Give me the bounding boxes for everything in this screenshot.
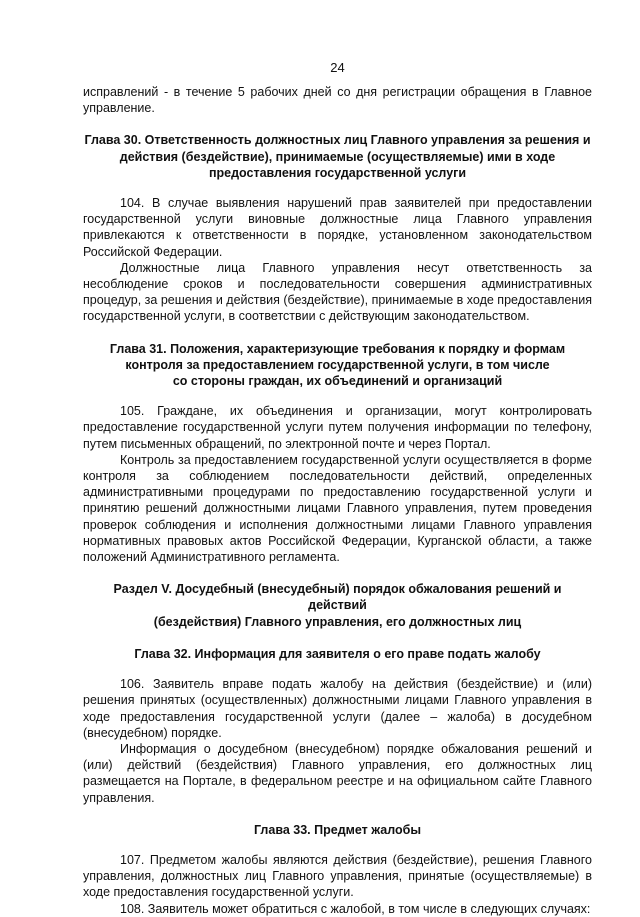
heading-line: со стороны граждан, их объединений и организаций <box>172 374 503 389</box>
paragraph-104-cont: Должностные лица Главного управления несут ответственность за несоблюдение сроков и последовательности совершения административных процедур, за решения и действия (бездействие), принимаемые в ходе предоставления государственной услуги, в соответствии с действующим законодательством. <box>83 260 592 324</box>
paragraph-105: 105. Граждане, их объединения и организации, могут контролировать предоставление государственной услуги путем получения информации по телефону, путем письменных обращений, по электронной почте и через Портал. <box>83 404 592 451</box>
heading-line: Глава 30. Ответственность должностных лиц Главного управления за решения и <box>84 133 591 148</box>
chapter-33-heading <box>83 822 592 838</box>
paragraph-105-cont: Контроль за предоставлением государственной услуги осуществляется в форме контроля за соблюдением последовательности действий, определенных административными процедурами по предоставлению государственной услуги и принятию решений должностными лицами Главного управления, путем проведения проверок соблюдения и исполнения должностными лицами Главного управления нормативных правовых актов Российской Федерации, Курганской области, а также положений Административного регламента. <box>83 452 592 565</box>
page-number: 24 <box>330 60 345 75</box>
heading-line: Раздел V. Досудебный (внесудебный) порядок обжалования решений и действий <box>113 582 562 613</box>
section-5-heading <box>83 581 592 630</box>
intro-paragraph: исправлений - в течение 5 рабочих дней со дня регистрации обращения в Главное управление. <box>83 85 592 116</box>
heading-line: Глава 32. Информация для заявителя о его праве подать жалобу <box>134 646 541 661</box>
paragraph-108: 108. Заявитель может обратиться с жалобой, в том числе в следующих случаях: <box>120 901 591 916</box>
chapter-31-heading <box>83 341 592 390</box>
paragraph-107: 107. Предметом жалобы являются действия (бездействие), решения Главного управления, должностных лиц Главного управления, принятые (осуществляемые) в ходе предоставления государственной услуги. <box>83 852 592 900</box>
heading-line: предоставления государственной услуги <box>208 165 467 180</box>
paragraph-106: 106. Заявитель вправе подать жалобу на действия (бездействие) и (или) решения принятых (осуществленных) должностными лицами Главного управления в ходе предоставления государственной услуги (далее – жалоба) в досудебном (внесудебном) порядке. <box>83 677 592 740</box>
heading-line: действия (бездействие), принимаемые (осуществляемые) ими в ходе <box>119 149 556 164</box>
paragraph-104: 104. В случае выявления нарушений прав заявителей при предоставлении государственной услуги виновные должностные лица Главного управления привлекаются к ответственности в порядке, установленном законодательством Российской Федерации. <box>83 196 592 259</box>
heading-line: (бездействия) Главного управления, его должностных лиц <box>153 614 522 629</box>
chapter-32-heading <box>83 646 592 662</box>
chapter-30-heading <box>83 132 592 181</box>
heading-line: Глава 33. Предмет жалобы <box>253 822 422 837</box>
paragraph-106-cont: Информация о досудебном (внесудебном) порядке обжалования решений и (или) действий (бездействия) Главного управления, его должностных лиц размещается на Портале, в федеральном реестре и на официальном сайте Главного управления. <box>83 741 592 805</box>
heading-line: Глава 31. Положения, характеризующие требования к порядку и формам <box>109 341 566 356</box>
heading-line: контроля за предоставлением государственной услуги, в том числе <box>125 357 550 372</box>
